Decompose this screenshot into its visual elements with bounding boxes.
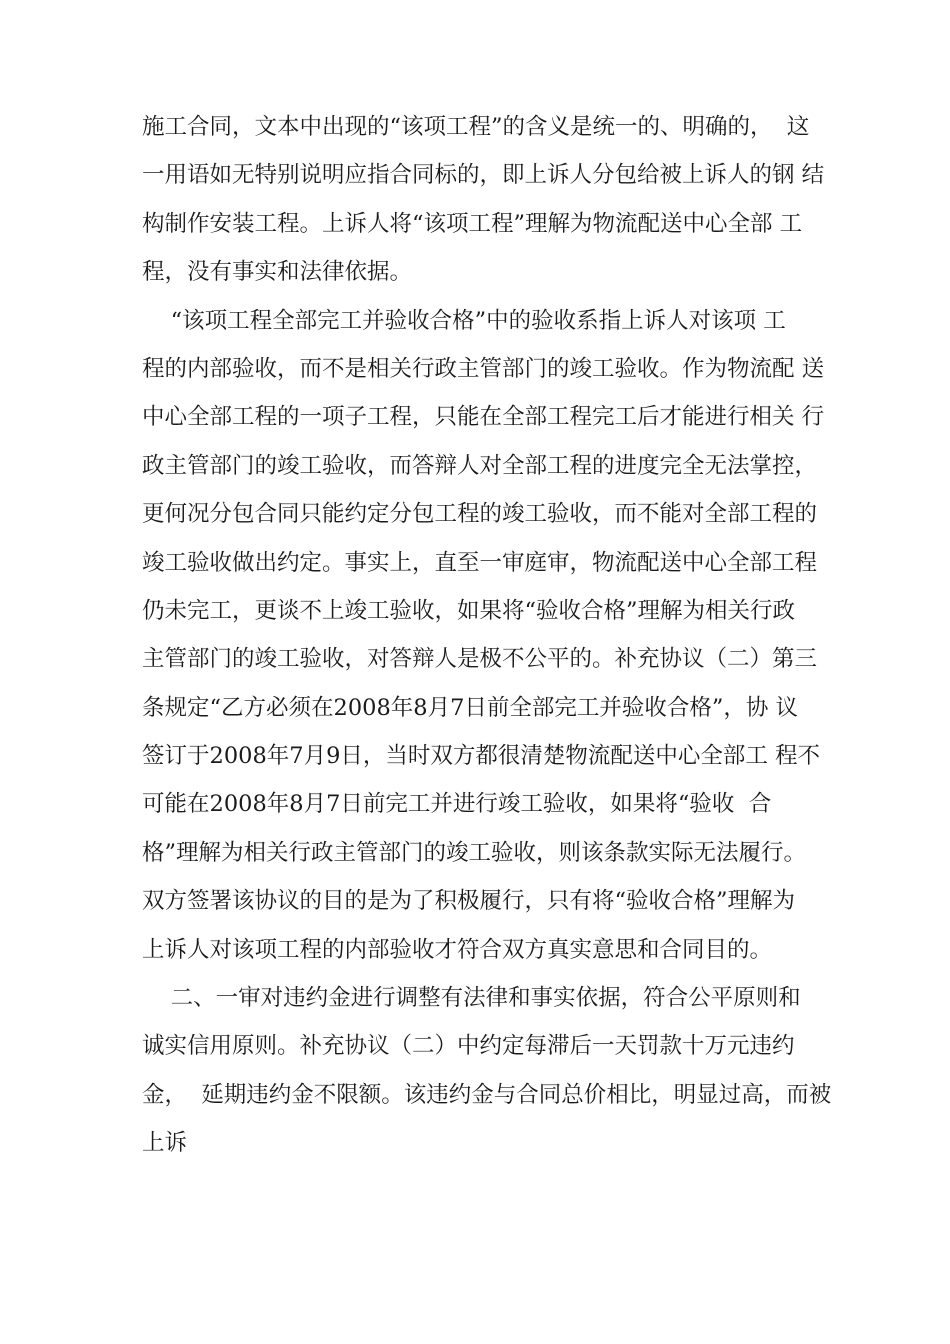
text-line: 仍未完工，更谈不上竣工验收，如果将“验收合格”理解为相关行政 bbox=[142, 597, 796, 624]
text-line: 诚实信用原则。补充协议（二）中约定每滞后一天罚款十万元违约 bbox=[142, 1033, 795, 1060]
text-line: 更何况分包合同只能约定分包工程的竣工验收，而不能对全部工程的 bbox=[142, 501, 818, 528]
text-line: 施工合同，文本中出现的“该项工程”的含义是统一的、明确的， 这 bbox=[142, 114, 810, 140]
text-line: 双方签署该协议的目的是为了积极履行，只有将“验收合格”理解为 bbox=[142, 888, 796, 915]
text-line: 程，没有事实和法律依据。 bbox=[142, 259, 413, 286]
text-line: 政主管部门的竣工验收，而答辩人对全部工程的进度完全无法掌控， bbox=[142, 452, 818, 479]
text-line: 构制作安装工程。上诉人将“该项工程”理解为物流配送中心全部 工 bbox=[142, 210, 803, 237]
text-line: 二、一审对违约金进行调整有法律和事实依据，符合公平原则和 bbox=[142, 985, 801, 1012]
text-line: 程的内部验收，而不是相关行政主管部门的竣工验收。作为物流配 送 bbox=[142, 355, 825, 382]
text-line: “该项工程全部完工并验收合格”中的验收系指上诉人对该项 工 bbox=[142, 307, 786, 334]
text-line: 一用语如无特别说明应指合同标的，即上诉人分包给被上诉人的钢 结 bbox=[142, 162, 825, 189]
text-line: 中心全部工程的一项子工程，只能在全部工程完工后才能进行相关 行 bbox=[142, 404, 825, 431]
text-line: 主管部门的竣工验收，对答辩人是极不公平的。补充协议（二）第三 bbox=[142, 646, 818, 673]
text-line: 条规定“乙方必须在2008年8月7日前全部完工并验收合格”，协 议 bbox=[142, 694, 799, 721]
text-line: 上诉 bbox=[142, 1130, 188, 1157]
text-line: 竣工验收做出约定。事实上，直至一审庭审，物流配送中心全部工程 bbox=[142, 549, 818, 576]
text-line: 签订于2008年7月9日，当时双方都很清楚物流配送中心全部工 程不 bbox=[142, 743, 821, 770]
text-line: 上诉人对该项工程的内部验收才符合双方真实意思和合同目的。 bbox=[142, 936, 773, 963]
text-line: 金， 延期违约金不限额。该违约金与合同总价相比，明显过高，而被 bbox=[142, 1081, 832, 1108]
body-text bbox=[142, 103, 842, 1168]
text-line: 可能在2008年8月7日前完工并进行竣工验收，如果将“验收 合 bbox=[142, 791, 772, 818]
text-line: 格”理解为相关行政主管部门的竣工验收，则该条款实际无法履行。 bbox=[142, 839, 807, 866]
